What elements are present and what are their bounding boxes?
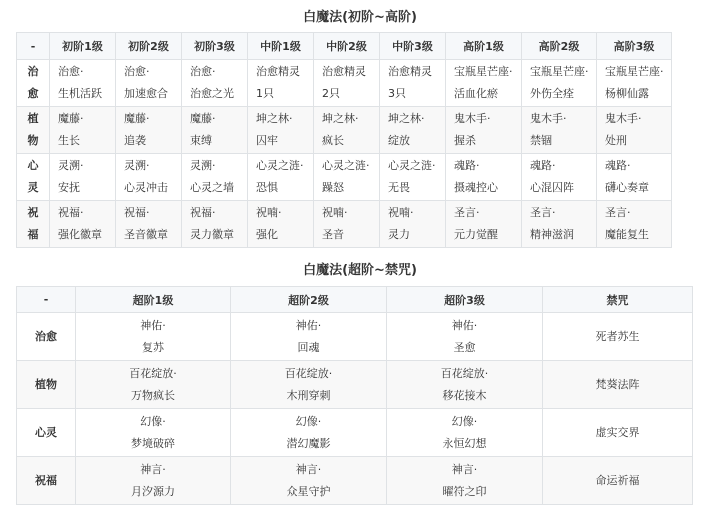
- spell-group: 圣言·: [605, 206, 631, 219]
- column-header: 中阶1级: [248, 33, 314, 60]
- spell-name: 灵力: [388, 228, 410, 241]
- table-cell: [597, 107, 672, 154]
- spell-name: 躁怒: [322, 181, 344, 194]
- spell-group: 神佑·: [295, 318, 322, 332]
- spell-group: 灵溯·: [58, 159, 84, 172]
- table-row: [17, 361, 693, 409]
- spell-name: 生机活跃: [58, 87, 102, 100]
- column-header: 高阶1级: [446, 33, 522, 60]
- forbidden-spell-cell: 虚实交界: [543, 409, 693, 457]
- column-header: 初阶3级: [182, 33, 248, 60]
- table-cell: [76, 361, 231, 409]
- spell-group: 魔藤·: [58, 112, 84, 125]
- spell-name: 囚牢: [256, 134, 278, 147]
- spell-group: 灵溯·: [190, 159, 216, 172]
- table-cell: [50, 60, 116, 107]
- spell-group: 百花绽放·: [129, 366, 177, 380]
- forbidden-spell-cell: 命运祈福: [543, 457, 693, 505]
- table2-header-row: [17, 287, 693, 313]
- spell-name: 强化: [256, 228, 278, 241]
- spell-name: 活血化瘀: [454, 87, 498, 100]
- spell-name: 心混囚阵: [530, 181, 574, 194]
- spell-name: 灵力徽章: [190, 228, 234, 241]
- forbidden-spell-cell: 死者苏生: [543, 313, 693, 361]
- spell-name: 无畏: [388, 181, 410, 194]
- spell-group: 神言·: [140, 462, 166, 476]
- column-header: -: [17, 287, 76, 313]
- table-cell: [380, 107, 446, 154]
- spell-group: 治愈·: [58, 65, 84, 78]
- spell-name: 心灵冲击: [124, 181, 168, 194]
- table-cell: [387, 313, 543, 361]
- spell-group: 祝福·: [124, 206, 150, 219]
- spell-name: 精神滋润: [530, 228, 574, 241]
- spell-group: 治愈精灵: [322, 65, 366, 78]
- row-header-line1: 心: [27, 159, 39, 172]
- spell-name: 圣音徽章: [124, 228, 168, 241]
- spell-name: 礴心奏章: [605, 181, 649, 194]
- table1-title: 白魔法(初阶~高阶): [303, 10, 417, 25]
- row-header: 祝福: [17, 457, 76, 505]
- table-cell: [314, 154, 380, 201]
- table-row: [17, 154, 672, 201]
- table-row: [17, 409, 693, 457]
- table-cell: [314, 201, 380, 248]
- table-cell: [231, 313, 387, 361]
- table-cell: [76, 313, 231, 361]
- spell-name: 处刑: [605, 134, 627, 147]
- table1-header-row: [17, 33, 672, 60]
- table-cell: [522, 60, 597, 107]
- table-cell: [446, 154, 522, 201]
- table-cell: [380, 154, 446, 201]
- spell-group: 心灵之涟·: [256, 159, 304, 172]
- spell-group: 幻像·: [295, 414, 322, 428]
- table-cell: [446, 60, 522, 107]
- spell-name: 外伤全痊: [530, 87, 574, 100]
- column-header: 高阶3级: [597, 33, 672, 60]
- spell-name: 强化徽章: [58, 228, 102, 241]
- column-header: 中阶3级: [380, 33, 446, 60]
- spell-name: 疯长: [322, 134, 344, 147]
- table-cell: [446, 107, 522, 154]
- spell-group: 宝瓶星芒座·: [454, 65, 513, 78]
- spell-group: 祝福·: [58, 206, 84, 219]
- table-cell: [50, 107, 116, 154]
- spell-name: 恐惧: [256, 181, 278, 194]
- spell-name: 众星守护: [286, 484, 331, 498]
- spell-group: 治愈·: [190, 65, 216, 78]
- row-header: [17, 201, 50, 248]
- spell-group: 幻像·: [140, 414, 166, 428]
- spell-name: 永恒幻想: [442, 436, 487, 450]
- table-cell: [50, 201, 116, 248]
- column-header: -: [17, 33, 50, 60]
- table-cell: [116, 154, 182, 201]
- table-cell: [116, 201, 182, 248]
- table-row: [17, 313, 693, 361]
- column-header: 初阶1级: [50, 33, 116, 60]
- spell-group: 祝喃·: [388, 206, 414, 219]
- spell-name: 潜幻魔影: [286, 436, 331, 450]
- table-cell: [387, 361, 543, 409]
- spell-name: 魔能复生: [605, 228, 649, 241]
- spell-name: 安抚: [58, 181, 80, 194]
- spell-group: 心灵之涟·: [322, 159, 370, 172]
- row-header-line1: 祝: [27, 206, 39, 219]
- spell-name: 万物疯长: [131, 388, 175, 402]
- row-header-line2: 物: [27, 134, 39, 147]
- spell-group: 圣言·: [530, 206, 556, 219]
- spell-name: 摄魂控心: [454, 181, 498, 194]
- spell-group: 魂路·: [605, 159, 631, 172]
- spell-group: 魂路·: [454, 159, 480, 172]
- forbidden-spell-cell: 梵葵法阵: [543, 361, 693, 409]
- table-cell: [248, 107, 314, 154]
- spell-name: 圣音: [322, 228, 344, 241]
- spell-group: 百花绽放·: [284, 366, 333, 380]
- spell-name: 复苏: [142, 340, 164, 354]
- row-header: 心灵: [17, 409, 76, 457]
- spell-name: 2只: [322, 87, 340, 100]
- spell-group: 鬼木手·: [605, 112, 642, 125]
- spell-name: 曜符之印: [442, 484, 487, 498]
- spell-name: 追袭: [124, 134, 146, 147]
- spell-name: 加速愈合: [124, 87, 168, 100]
- table-cell: [248, 201, 314, 248]
- spell-name: 月汐源力: [131, 484, 175, 498]
- spell-name: 移花接木: [442, 388, 487, 402]
- spell-name: 3只: [388, 87, 406, 100]
- table-cell: [231, 457, 387, 505]
- spell-group: 坤之林·: [388, 112, 425, 125]
- column-header: 超阶2级: [231, 287, 387, 313]
- table-cell: [182, 107, 248, 154]
- spell-group: 祝喃·: [322, 206, 348, 219]
- row-header: 治愈: [17, 313, 76, 361]
- spell-group: 坤之林·: [322, 112, 359, 125]
- spell-name: 心灵之墙: [190, 181, 234, 194]
- table-cell: [76, 457, 231, 505]
- spell-name: 治愈之光: [190, 87, 234, 100]
- table-cell: [597, 201, 672, 248]
- spell-name: 绽放: [388, 134, 410, 147]
- table-cell: [76, 409, 231, 457]
- spell-name: 元力觉醒: [454, 228, 498, 241]
- row-header-line1: 治: [27, 65, 39, 78]
- table-cell: [248, 60, 314, 107]
- table-cell: [182, 60, 248, 107]
- spell-name: 木刑穿刺: [286, 388, 331, 402]
- column-header: 中阶2级: [314, 33, 380, 60]
- spell-name: 禁锢: [530, 134, 552, 147]
- spell-group: 鬼木手·: [530, 112, 567, 125]
- spell-name: 生长: [58, 134, 80, 147]
- column-header: 超阶1级: [76, 287, 231, 313]
- spell-group: 坤之林·: [256, 112, 293, 125]
- table-cell: [231, 361, 387, 409]
- table-cell: [50, 154, 116, 201]
- table-cell: [387, 409, 543, 457]
- spell-group: 神佑·: [451, 318, 478, 332]
- table-cell: [182, 154, 248, 201]
- table-cell: [116, 60, 182, 107]
- table-cell: [522, 107, 597, 154]
- spell-name: 束缚: [190, 134, 212, 147]
- table-cell: [522, 201, 597, 248]
- table-row: [17, 60, 672, 107]
- spell-group: 幻像·: [451, 414, 478, 428]
- table-cell: [231, 409, 387, 457]
- spell-group: 祝福·: [190, 206, 216, 219]
- row-header: [17, 107, 50, 154]
- table-cell: [182, 201, 248, 248]
- column-header: 超阶3级: [387, 287, 543, 313]
- row-header-line2: 福: [27, 228, 39, 241]
- table-row: [17, 107, 672, 154]
- spell-name: 杨柳仙露: [605, 87, 649, 100]
- spell-group: 神佑·: [140, 318, 166, 332]
- spell-group: 宝瓶星芒座·: [530, 65, 589, 78]
- spell-group: 治愈精灵: [388, 65, 432, 78]
- spell-group: 神言·: [451, 462, 478, 476]
- spell-group: 治愈·: [124, 65, 150, 78]
- spell-group: 宝瓶星芒座·: [605, 65, 664, 78]
- row-header: [17, 60, 50, 107]
- table-super-forbidden-magic: [16, 286, 693, 505]
- spell-group: 魔藤·: [124, 112, 150, 125]
- row-header-line2: 灵: [27, 181, 39, 194]
- spell-name: 梦境破碎: [131, 436, 175, 450]
- spell-group: 心灵之涟·: [388, 159, 436, 172]
- table-cell: [387, 457, 543, 505]
- column-header: 高阶2级: [522, 33, 597, 60]
- table-cell: [248, 154, 314, 201]
- table-cell: [446, 201, 522, 248]
- table-cell: [522, 154, 597, 201]
- spell-group: 灵溯·: [124, 159, 150, 172]
- table-low-high-magic: [16, 32, 672, 248]
- table-cell: [116, 107, 182, 154]
- table-cell: [380, 201, 446, 248]
- table2-title: 白魔法(超阶~禁咒): [303, 263, 417, 278]
- table-cell: [314, 60, 380, 107]
- spell-group: 百花绽放·: [440, 366, 489, 380]
- row-header: 植物: [17, 361, 76, 409]
- spell-name: 回魂: [297, 340, 320, 354]
- table-row: [17, 201, 672, 248]
- spell-group: 鬼木手·: [454, 112, 491, 125]
- table-cell: [314, 107, 380, 154]
- spell-group: 治愈精灵: [256, 65, 300, 78]
- row-header: [17, 154, 50, 201]
- column-header: 初阶2级: [116, 33, 182, 60]
- spell-group: 魔藤·: [190, 112, 216, 125]
- table-cell: [597, 60, 672, 107]
- row-header-line2: 愈: [27, 87, 39, 100]
- spell-name: 1只: [256, 87, 274, 100]
- spell-name: 圣愈: [453, 340, 476, 354]
- spell-group: 圣言·: [454, 206, 480, 219]
- table-row: [17, 457, 693, 505]
- column-header: 禁咒: [543, 287, 693, 313]
- spell-group: 祝喃·: [256, 206, 282, 219]
- spell-group: 魂路·: [530, 159, 556, 172]
- row-header-line1: 植: [27, 112, 39, 125]
- spell-name: 握杀: [454, 134, 476, 147]
- spell-group: 神言·: [295, 462, 322, 476]
- table-cell: [597, 154, 672, 201]
- table-cell: [380, 60, 446, 107]
